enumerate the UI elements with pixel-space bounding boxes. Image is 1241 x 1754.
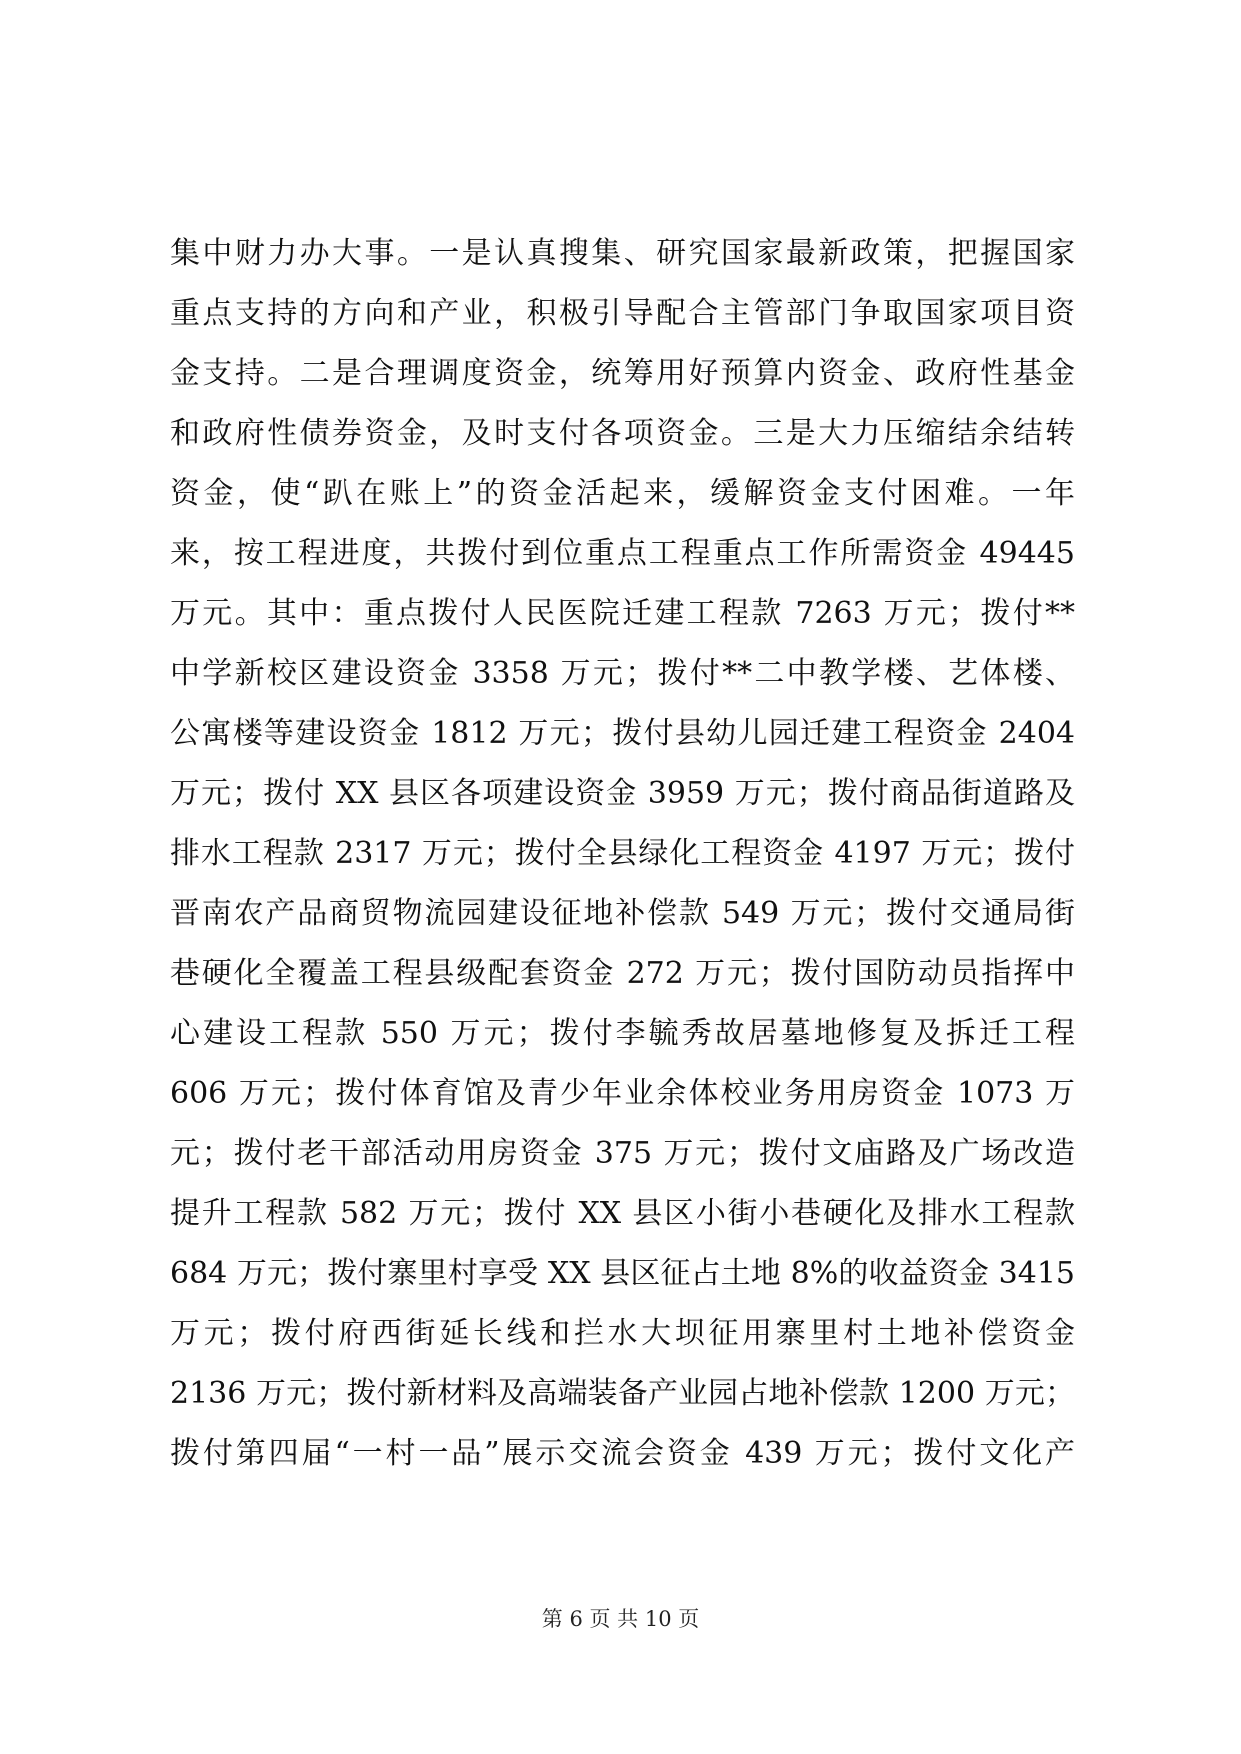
text-line: 公寓楼等建设资金 1812 万元；拨付县幼儿园迁建工程资金 2404 <box>170 716 1075 751</box>
text-line: 684 万元；拨付寨里村享受 XX 县区征占土地 8%的收益资金 3415 <box>170 1256 1075 1291</box>
page-footer: 第 6 页 共 10 页 <box>541 1607 700 1631</box>
text-line: 集中财力办大事。一是认真搜集、研究国家最新政策，把握国家 <box>170 236 1075 271</box>
text-line: 万元。其中：重点拨付人民医院迁建工程款 7263 万元；拨付** <box>170 596 1075 631</box>
text-line: 重点支持的方向和产业，积极引导配合主管部门争取国家项目资 <box>170 296 1075 331</box>
text-line: 资金，使“趴在账上”的资金活起来，缓解资金支付困难。一年 <box>170 476 1075 511</box>
text-line: 心建设工程款 550 万元；拨付李毓秀故居墓地修复及拆迁工程 <box>170 1016 1075 1051</box>
text-line: 拨付第四届“一村一品”展示交流会资金 439 万元；拨付文化产 <box>170 1436 1075 1471</box>
text-line: 606 万元；拨付体育馆及青少年业余体校业务用房资金 1073 万 <box>170 1076 1075 1111</box>
text-line: 和政府性债券资金，及时支付各项资金。三是大力压缩结余结转 <box>170 416 1075 451</box>
body-paragraph <box>170 224 1075 1484</box>
text-line: 来，按工程进度，共拨付到位重点工程重点工作所需资金 49445 <box>170 536 1075 571</box>
text-line: 万元；拨付 XX 县区各项建设资金 3959 万元；拨付商品街道路及 <box>170 776 1075 811</box>
text-line: 万元；拨付府西街延长线和拦水大坝征用寨里村土地补偿资金 <box>170 1316 1075 1351</box>
text-line: 2136 万元；拨付新材料及高端装备产业园占地补偿款 1200 万元； <box>170 1376 1075 1411</box>
text-line: 巷硬化全覆盖工程县级配套资金 272 万元；拨付国防动员指挥中 <box>170 956 1075 991</box>
text-line: 元；拨付老干部活动用房资金 375 万元；拨付文庙路及广场改造 <box>170 1136 1075 1171</box>
text-line: 中学新校区建设资金 3358 万元；拨付**二中教学楼、艺体楼、 <box>170 656 1075 691</box>
text-line: 排水工程款 2317 万元；拨付全县绿化工程资金 4197 万元；拨付 <box>170 836 1075 871</box>
text-line: 金支持。二是合理调度资金，统筹用好预算内资金、政府性基金 <box>170 356 1075 391</box>
text-line: 晋南农产品商贸物流园建设征地补偿款 549 万元；拨付交通局街 <box>170 896 1075 931</box>
text-line: 提升工程款 582 万元；拨付 XX 县区小街小巷硬化及排水工程款 <box>170 1196 1075 1231</box>
